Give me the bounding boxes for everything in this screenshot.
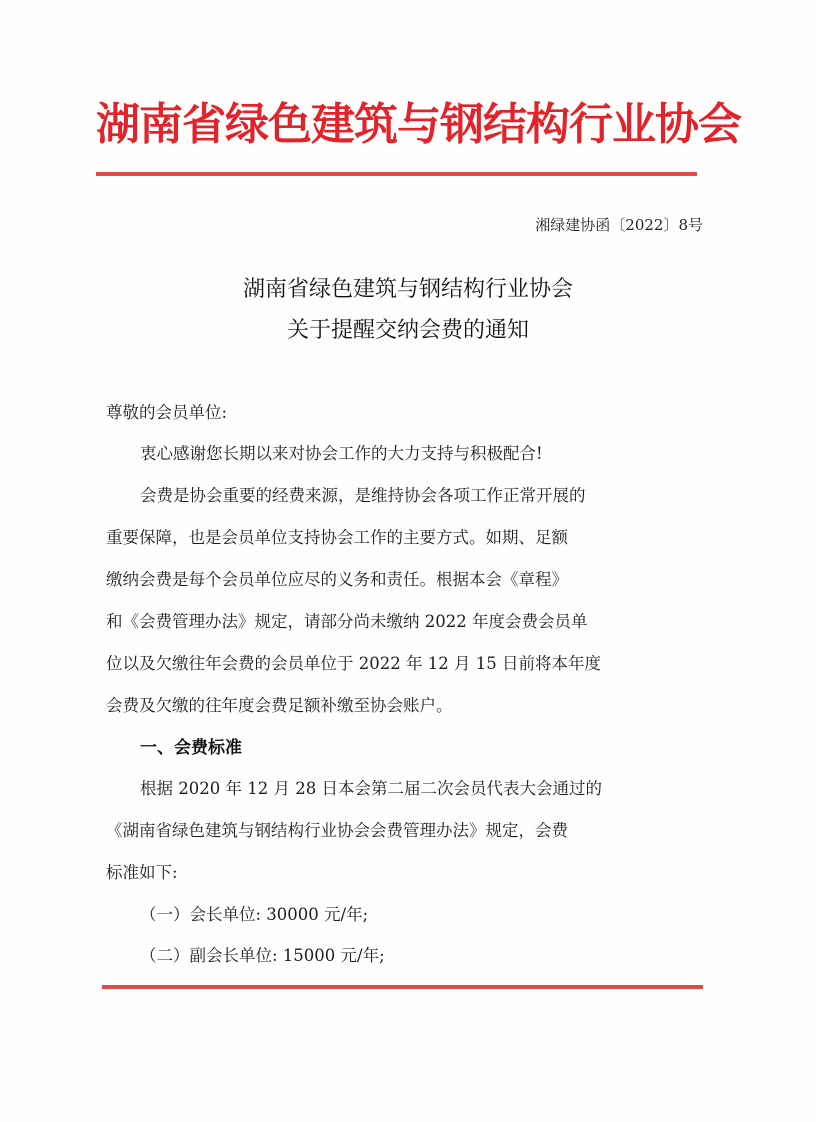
paragraph-line: 位以及欠缴往年会费的会员单位于 2022 年 12 月 15 日前将本年度 <box>106 654 601 673</box>
footer-red-rule <box>102 985 703 989</box>
salutation: 尊敬的会员单位: <box>106 403 228 422</box>
document-title-line-1: 湖南省绿色建筑与钢结构行业协会 <box>242 277 573 302</box>
paragraph-line: 《湖南省绿色建筑与钢结构行业协会会费管理办法》规定，会费 <box>106 821 568 840</box>
letterhead-red-rule <box>96 172 697 176</box>
paragraph-line: 缴纳会费是每个会员单位应尽的义务和责任。根据本会《章程》 <box>106 570 568 589</box>
paragraph-line: 根据 2020 年 12 月 28 日本会第二届二次会员代表大会通过的 <box>140 779 602 798</box>
section-heading-fee-standard: 一、会费标准 <box>140 738 242 758</box>
paragraph-line: 会费及欠缴的往年度会费足额补缴至协会账户。 <box>106 696 453 715</box>
fee-item-vice-president: （二）副会长单位: 15000 元/年; <box>140 946 385 965</box>
paragraph-line: 重要保障，也是会员单位支持协会工作的主要方式。如期、足额 <box>106 528 568 547</box>
fee-item-president: （一）会长单位: 30000 元/年; <box>140 905 369 924</box>
paragraph-line: 标准如下: <box>106 863 178 882</box>
paragraph-line: 和《会费管理办法》规定，请部分尚未缴纳 2022 年度会费会员单 <box>106 612 588 631</box>
letterhead-org-name: 湖南省绿色建筑与钢结构行业协会 <box>96 99 741 150</box>
document-number: 湘绿建协函〔2022〕8号 <box>535 216 703 234</box>
paragraph-thanks: 衷心感谢您长期以来对协会工作的大力支持与积极配合! <box>140 444 543 463</box>
paragraph-line: 会费是协会重要的经费来源，是维持协会各项工作正常开展的 <box>140 486 586 505</box>
document-title-line-2: 关于提醒交纳会费的通知 <box>286 318 529 343</box>
